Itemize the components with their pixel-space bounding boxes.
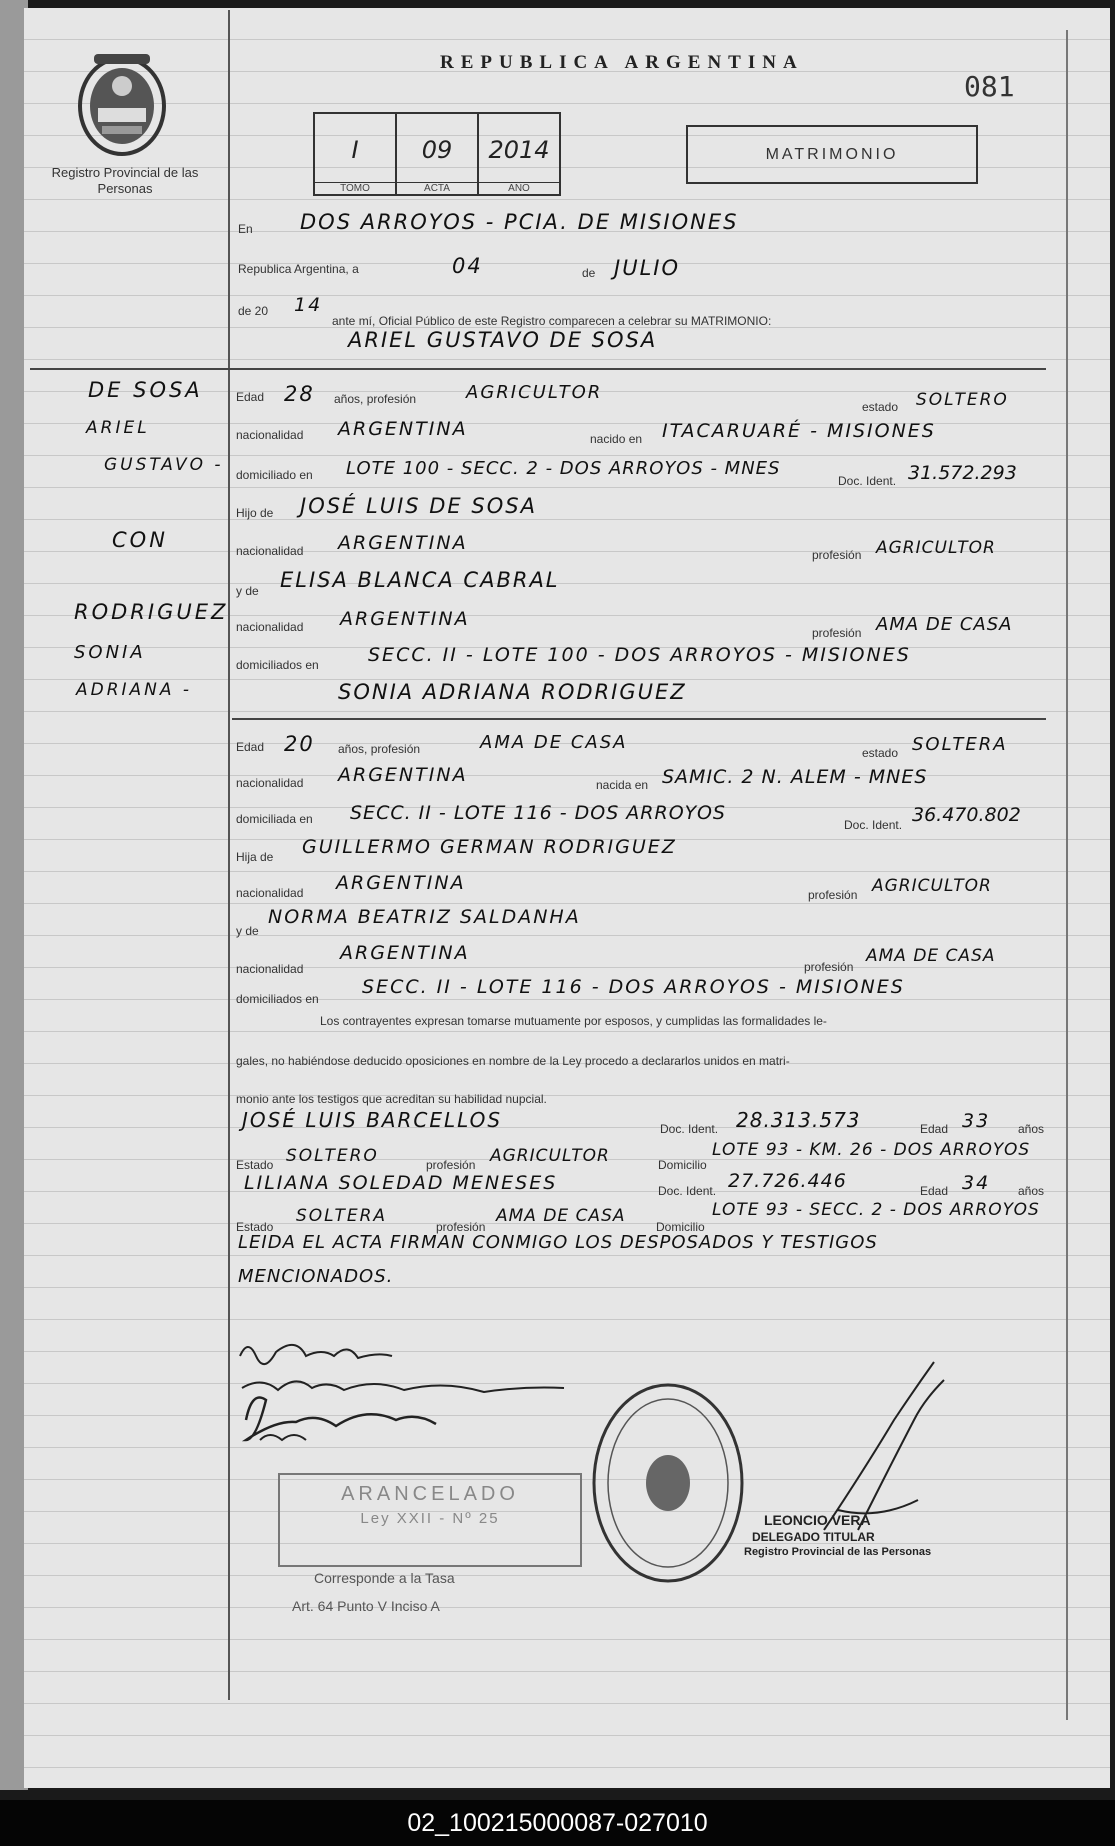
margin-con: CON bbox=[112, 528, 168, 552]
groom-estado-label: estado bbox=[862, 400, 899, 414]
closing-line-1: LEIDA EL ACTA FIRMAN CONMIGO LOS DESPOSADOS Y TESTIGOS bbox=[238, 1232, 878, 1253]
arancelado-law: Ley XXII - Nº 25 bbox=[360, 1510, 500, 1527]
registry-seal-icon bbox=[588, 1378, 748, 1588]
margin-divider bbox=[228, 10, 230, 1700]
bride-doc-label: Doc. Ident. bbox=[844, 818, 903, 832]
bride-full-name: SONIA ADRIANA RODRIGUEZ bbox=[338, 680, 687, 704]
witness2-dom-label: Domicilio bbox=[656, 1220, 705, 1234]
tomo-cell bbox=[315, 114, 397, 194]
document-number: 081 bbox=[964, 70, 1015, 103]
witness2-doc: 27.726.446 bbox=[728, 1170, 847, 1192]
de-label: de bbox=[582, 266, 596, 280]
groom-prof-label: años, profesión bbox=[334, 392, 417, 406]
tomo-label: TOMO bbox=[315, 182, 395, 194]
margin-groom-surname: DE SOSA bbox=[88, 378, 203, 402]
bride-edad-label: Edad bbox=[236, 740, 265, 754]
groom-nacido: ITACARUARÉ - MISIONES bbox=[662, 420, 936, 442]
bride-edad: 20 bbox=[284, 732, 315, 756]
witness2-anos: años bbox=[1018, 1184, 1045, 1198]
groom-father: JOSÉ LUIS DE SOSA bbox=[300, 494, 537, 518]
groom-father-nac: ARGENTINA bbox=[338, 532, 468, 554]
year-suffix: 14 bbox=[294, 294, 323, 316]
ante-mi-text: ante mí, Oficial Público de este Registro comparecen a celebrar su MATRIMONIO: bbox=[332, 314, 772, 328]
margin-groom-first: ARIEL bbox=[86, 418, 150, 438]
groom-hijo-label: Hijo de bbox=[236, 506, 274, 520]
witness2-estado: SOLTERA bbox=[296, 1206, 388, 1226]
groom-father-prof-label: profesión bbox=[812, 548, 862, 562]
body-line-1: Los contrayentes expresan tomarse mutuamente por esposos, y cumplidas las formalidades le- bbox=[320, 1014, 827, 1028]
registry-name: Registro Provincial de las Personas bbox=[51, 165, 199, 196]
acta-value: 09 bbox=[421, 136, 453, 164]
bride-hija-label: Hija de bbox=[236, 850, 274, 864]
groom-edad: 28 bbox=[284, 382, 315, 406]
anio-cell bbox=[479, 114, 559, 194]
country-title: REPUBLICA ARGENTINA bbox=[440, 52, 804, 73]
witness2-doc-label: Doc. Ident. bbox=[658, 1184, 717, 1198]
witness2-prof-label: profesión bbox=[436, 1220, 486, 1234]
en-label: En bbox=[238, 222, 253, 236]
groom-profesion: AGRICULTOR bbox=[466, 382, 603, 403]
margin-bride-second: ADRIANA - bbox=[76, 680, 193, 700]
tasa-text: Corresponde a la Tasa bbox=[314, 1570, 455, 1586]
bride-yde-label: y de bbox=[236, 924, 259, 938]
groom-edad-label: Edad bbox=[236, 390, 265, 404]
witness1-dom-label: Domicilio bbox=[658, 1158, 707, 1172]
official-title: DELEGADO TITULAR bbox=[752, 1530, 875, 1544]
bride-padres-dom: SECC. II - LOTE 116 - DOS ARROYOS - MISIONES bbox=[362, 976, 905, 998]
witness2-domicilio: LOTE 93 - SECC. 2 - DOS ARROYOS bbox=[712, 1200, 1040, 1220]
record-type-box: MATRIMONIO bbox=[686, 125, 978, 184]
body-line-2: gales, no habiéndose deducido oposiciones en nombre de la Ley procedo a declararlos unidos en matri- bbox=[236, 1054, 790, 1068]
groom-mother-nac-label: nacionalidad bbox=[236, 620, 304, 634]
margin-bride-surname: RODRIGUEZ bbox=[74, 600, 229, 624]
bride-mother: NORMA BEATRIZ SALDANHA bbox=[268, 906, 581, 928]
bride-mother-nac-label: nacionalidad bbox=[236, 962, 304, 976]
scan-id-footer: 02_100215000087-027010 bbox=[0, 1800, 1115, 1846]
witness1-domicilio: LOTE 93 - KM. 26 - DOS ARROYOS bbox=[712, 1140, 1031, 1160]
witness2-edad-label: Edad bbox=[920, 1184, 949, 1198]
anio-label: AÑO bbox=[479, 182, 559, 194]
bride-nacionalidad: ARGENTINA bbox=[338, 764, 468, 786]
groom-mother-prof-label: profesión bbox=[812, 626, 862, 640]
official-org: Registro Provincial de las Personas bbox=[744, 1546, 932, 1558]
groom-domicilio: LOTE 100 - SECC. 2 - DOS ARROYOS - MNES bbox=[346, 458, 781, 479]
bride-nac-label: nacionalidad bbox=[236, 776, 304, 790]
bride-father: GUILLERMO GERMAN RODRIGUEZ bbox=[302, 836, 677, 858]
witness2-estado-label: Estado bbox=[236, 1220, 274, 1234]
groom-nacido-label: nacido en bbox=[590, 432, 643, 446]
bride-doc: 36.470.802 bbox=[912, 804, 1021, 826]
tomo-value: I bbox=[351, 136, 359, 164]
body-line-3: monio ante los testigos que acreditan su habilidad nupcial. bbox=[236, 1092, 547, 1106]
right-border bbox=[1066, 30, 1068, 1720]
bride-estado-label: estado bbox=[862, 746, 899, 760]
bride-domicilio: SECC. II - LOTE 116 - DOS ARROYOS bbox=[350, 802, 726, 824]
witness1-prof-label: profesión bbox=[426, 1158, 476, 1172]
groom-doc-label: Doc. Ident. bbox=[838, 474, 897, 488]
margin-groom-second: GUSTAVO - bbox=[104, 455, 224, 475]
witness2-profesion: AMA DE CASA bbox=[496, 1206, 626, 1226]
groom-nac-label: nacionalidad bbox=[236, 428, 304, 442]
province-emblem-icon bbox=[74, 48, 170, 158]
witness1-doc: 28.313.573 bbox=[736, 1108, 861, 1132]
groom-father-prof: AGRICULTOR bbox=[876, 538, 996, 558]
witness1-estado: SOLTERO bbox=[286, 1146, 379, 1166]
republica-label: Republica Argentina, a bbox=[238, 262, 359, 276]
groom-padres-dom: SECC. II - LOTE 100 - DOS ARROYOS - MISIONES bbox=[368, 644, 911, 666]
groom-mother: ELISA BLANCA CABRAL bbox=[280, 568, 560, 592]
anio-value: 2014 bbox=[488, 136, 550, 164]
groom-dom-label: domiciliado en bbox=[236, 468, 313, 482]
marriage-place: DOS ARROYOS - PCIA. DE MISIONES bbox=[300, 210, 739, 234]
bride-father-nac: ARGENTINA bbox=[336, 872, 466, 894]
witness1-doc-label: Doc. Ident. bbox=[660, 1122, 719, 1136]
arancelado-title: ARANCELADO bbox=[341, 1483, 519, 1505]
acta-label: ACTA bbox=[397, 182, 477, 194]
arancelado-stamp bbox=[278, 1473, 582, 1567]
witness2-name: LILIANA SOLEDAD MENESES bbox=[244, 1172, 558, 1194]
bride-father-nac-label: nacionalidad bbox=[236, 886, 304, 900]
bride-prof-label: años, profesión bbox=[338, 742, 421, 756]
witness1-estado-label: Estado bbox=[236, 1158, 274, 1172]
witness2-edad: 34 bbox=[962, 1172, 991, 1194]
bride-dom-label: domiciliada en bbox=[236, 812, 313, 826]
article-text: Art. 64 Punto V Inciso A bbox=[292, 1598, 440, 1614]
witness1-name: JOSÉ LUIS BARCELLOS bbox=[242, 1108, 503, 1132]
bride-nacida-label: nacida en bbox=[596, 778, 649, 792]
witness1-profesion: AGRICULTOR bbox=[490, 1146, 610, 1166]
closing-line-2: MENCIONADOS. bbox=[238, 1266, 394, 1287]
groom-padres-dom-label: domiciliados en bbox=[236, 658, 319, 672]
tomo-acta-ano-box bbox=[313, 112, 561, 196]
year-prefix: de 20 bbox=[238, 304, 269, 318]
groom-estado: SOLTERO bbox=[916, 390, 1009, 410]
groom-mother-prof: AMA DE CASA bbox=[876, 614, 1013, 635]
acta-cell bbox=[397, 114, 479, 194]
marriage-month: JULIO bbox=[614, 256, 680, 280]
marriage-day: 04 bbox=[452, 254, 483, 278]
bride-nacida: SAMIC. 2 N. ALEM - MNES bbox=[662, 766, 928, 788]
witness1-anos: años bbox=[1018, 1122, 1045, 1136]
official-name: LEONCIO VERA bbox=[764, 1512, 871, 1528]
bride-profesion: AMA DE CASA bbox=[480, 732, 628, 753]
groom-nacionalidad: ARGENTINA bbox=[338, 418, 468, 440]
groom-doc: 31.572.293 bbox=[908, 462, 1017, 484]
witness1-edad: 33 bbox=[962, 1110, 991, 1132]
witness1-edad-label: Edad bbox=[920, 1122, 949, 1136]
groom-yde-label: y de bbox=[236, 584, 259, 598]
margin-bride-first: SONIA bbox=[74, 642, 146, 663]
section-divider-2 bbox=[232, 718, 1046, 720]
groom-mother-nac: ARGENTINA bbox=[340, 608, 470, 630]
bride-mother-prof-label: profesión bbox=[804, 960, 854, 974]
bride-estado: SOLTERA bbox=[912, 734, 1008, 755]
bride-mother-prof: AMA DE CASA bbox=[866, 946, 996, 966]
bride-mother-nac: ARGENTINA bbox=[340, 942, 470, 964]
bride-father-prof-label: profesión bbox=[808, 888, 858, 902]
bride-father-prof: AGRICULTOR bbox=[872, 876, 992, 896]
section-divider-1 bbox=[30, 368, 1046, 370]
groom-father-nac-label: nacionalidad bbox=[236, 544, 304, 558]
bride-padres-dom-label: domiciliados en bbox=[236, 992, 319, 1006]
groom-full-name: ARIEL GUSTAVO DE SOSA bbox=[348, 328, 658, 352]
